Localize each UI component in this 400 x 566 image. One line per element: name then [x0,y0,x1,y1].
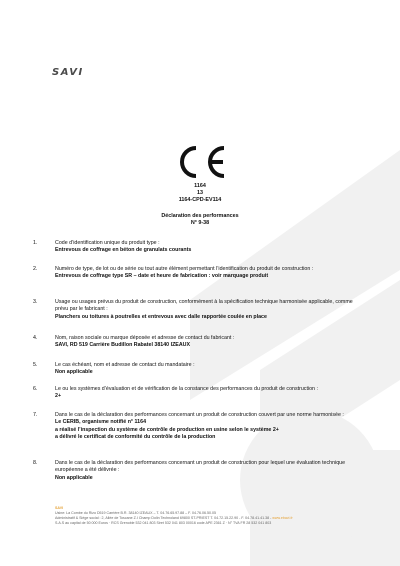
year: 13 [197,190,203,197]
list-item [33,240,360,255]
list-item [33,412,360,441]
item-number: 2. [33,266,38,272]
savi-logo [52,64,102,77]
list-item [33,335,360,350]
notified-body-number: 1164 [194,183,206,189]
item-answer-detail: a réalisé l’inspection du système de contrôle de production en usine selon le système 2+ [55,426,279,433]
item-answer-detail: a délivré le certificat de conformité du contrôle de la production [55,433,216,440]
item-answer: Non applicable [55,474,93,481]
page-footer [55,506,375,526]
item-answer: 2+ [55,393,62,400]
factory-address: Usine: La Combe du Rizo D519 Carrière B.R. 38140 IZEAUX – T. 04.76.65.97.88 – F. 04.76.06.50.05 [55,511,216,515]
item-number: 8. [33,460,38,466]
item-answer: Non applicable [55,369,93,376]
item-number: 1. [33,240,38,246]
item-answer: Entrevous de coffrage en béton de granulats courants [55,247,192,254]
item-question: Le cas échéant, nom et adresse de contact du mandataire : [55,362,195,368]
item-answer: Planchers ou toitures à poutrelles et entrevous avec dalle rapportée coulée en place [55,313,267,320]
item-question: Numéro de type, de lot ou de série ou tout autre élément permettant l’identification du produit de construction : [55,266,314,272]
item-question: Le ou les systèmes d’évaluation et de vérification de la constance des performances du produit de construction : [55,386,318,392]
certificate-number: 1164-CPD-EV114 [178,197,222,204]
svg-text:SAVI: SAVI [52,67,84,77]
item-number: 4. [33,335,38,341]
footer-brand: SAVI [55,506,64,510]
list-item [33,362,360,377]
item-number: 7. [33,412,38,418]
list-item [33,386,360,401]
item-question: Dans le cas de la déclaration des performances concernant un produit de construction pour lequel une évaluation technique européenne a été délivrée : [55,460,346,474]
ce-mark-icon [172,144,228,180]
legal-info: S.A.S au capital de 50 000 Euros · RCS Grenoble 532 041 803 Siret 532 041 803 00016 code APE 2361 Z · N° TVA FR 28 532 041 803 [55,521,272,525]
document-title: Déclaration des performances [161,213,239,219]
item-question: Code d’identification unique du produit type : [55,240,160,246]
head-office-address: Administratif & Siège social : 2, Allée de Toscane Z.I Champ Dolin Technoland 69800 ST-PRIEST T. 04.72.15.22.90 - F. 04.78.41.41.38 - www.ebavi.fr [55,516,293,520]
item-number: 5. [33,362,38,368]
item-answer: Le CERIB, organisme notifié n° 1164 [55,419,147,426]
item-question: Usage ou usages prévus du produit de construction, conformément à la spécification technique harmonisée applicable, comme prévu par le fabricant : [55,299,353,313]
list-item [33,266,360,281]
website-link[interactable]: www.ebavi.fr [272,516,293,520]
item-number: 3. [33,299,38,305]
document-heading [100,213,300,227]
item-question: Nom, raison sociale ou marque déposée et adresse de contact du fabricant : [55,335,235,341]
item-answer: Entrevous de coffrage type SR – date et heure de fabrication : voir marquage produit [55,273,269,280]
list-item [33,460,360,482]
item-answer: SAVI, RD 519 Carrière Budillon Rabatel 38140 IZEAUX [55,342,191,349]
document-number: N° 9-38 [190,220,210,227]
item-question: Dans le cas de la déclaration des performances concernant un produit de construction couvert par une norme harmonisée : [55,412,344,418]
list-item [33,299,360,321]
item-number: 6. [33,386,38,392]
certificate-identifiers [100,183,300,205]
